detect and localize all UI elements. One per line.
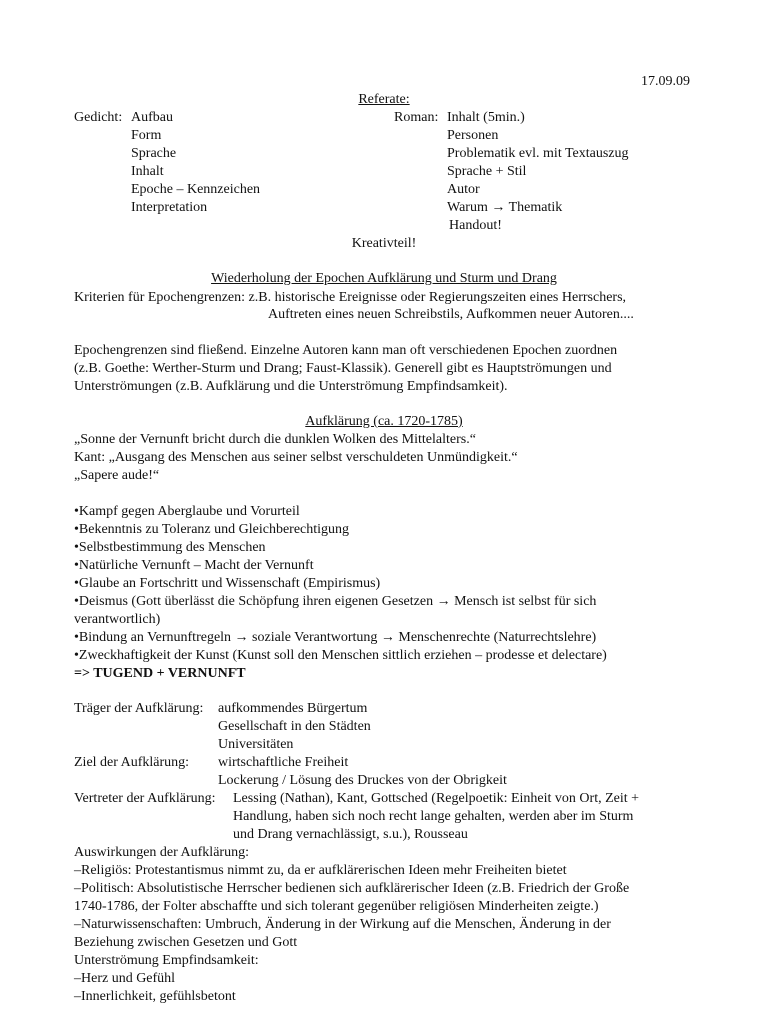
- roman-item: Sprache + Stil: [447, 164, 527, 179]
- roman-item: Personen: [447, 128, 499, 143]
- kreativteil: Kreativteil!: [351, 236, 417, 251]
- auswirkungen-line: –Religiös: Protestantismus nimmt zu, da er aufklärerischen Ideen mehr Freiheiten bietet: [74, 863, 567, 878]
- traeger-item: Universitäten: [218, 737, 294, 752]
- bullet-item: •Selbstbestimmung des Menschen: [74, 540, 266, 555]
- wiederholung-heading: Wiederholung der Epochen Aufklärung und Sturm und Drang: [211, 271, 557, 286]
- vertreter-label: Vertreter der Aufklärung:: [74, 791, 216, 806]
- empfindsamkeit-item: –Innerlichkeit, gefühlsbetont: [74, 989, 236, 1004]
- gedicht-label: Gedicht:: [74, 110, 123, 125]
- gedicht-item: Sprache: [131, 146, 177, 161]
- ziel-label: Ziel der Aufklärung:: [74, 755, 190, 770]
- result-line: => TUGEND + VERNUNFT: [74, 666, 246, 681]
- roman-label: Roman:: [394, 110, 439, 125]
- epochengrenzen-line: Epochengrenzen sind fließend. Einzelne Autoren kann man oft verschiedenen Epochen zuordnen: [74, 343, 618, 358]
- kriterien-line: Kriterien für Epochengrenzen: z.B. historische Ereignisse oder Regierungszeiten eines Herrschers,: [74, 290, 627, 305]
- gedicht-item: Form: [131, 128, 162, 143]
- kriterien-line: Auftreten eines neuen Schreibstils, Aufkommen neuer Autoren....: [268, 307, 634, 322]
- vertreter-line: Lessing (Nathan), Kant, Gottsched (Regelpoetik: Einheit von Ort, Zeit +: [233, 791, 640, 806]
- roman-item: Warum → Thematik: [447, 200, 563, 215]
- quote: „Sonne der Vernunft bricht durch die dunklen Wolken des Mittelalters.“: [74, 432, 476, 447]
- traeger-label: Träger der Aufklärung:: [74, 701, 204, 716]
- roman-item: Autor: [447, 182, 480, 197]
- bullet-item: •Bekenntnis zu Toleranz und Gleichberechtigung: [74, 522, 350, 537]
- auswirkungen-line: –Politisch: Absolutistische Herrscher bedienen sich aufklärerischer Ideen (z.B. Friedrich der Große: [74, 881, 630, 896]
- bullet-item: •Natürliche Vernunft – Macht der Vernunft: [74, 558, 314, 573]
- quote: „Sapere aude!“: [74, 468, 160, 483]
- vertreter-line: und Drang vernachlässigt, s.u.), Rousseau: [233, 827, 468, 842]
- referate-heading: Referate:: [358, 92, 410, 107]
- ziel-item: Lockerung / Lösung des Druckes von der Obrigkeit: [218, 773, 507, 788]
- bullet-item: •Bindung an Vernunftregeln → soziale Verantwortung → Menschenrechte (Naturrechtslehre): [74, 630, 597, 645]
- bullet-item: •Deismus (Gott überlässt die Schöpfung ihren eigenen Gesetzen → Mensch ist selbst für sich: [74, 594, 597, 609]
- bullet-item: •Zweckhaftigkeit der Kunst (Kunst soll den Menschen sittlich erziehen – prodesse et delectare): [74, 648, 607, 663]
- ziel-item: wirtschaftliche Freiheit: [218, 755, 349, 770]
- roman-item: Handout!: [449, 218, 502, 233]
- aufklaerung-heading: Aufklärung (ca. 1720-1785): [305, 414, 463, 429]
- gedicht-item: Aufbau: [131, 110, 173, 125]
- empfindsamkeit-label: Unterströmung Empfindsamkeit:: [74, 953, 259, 968]
- auswirkungen-line: 1740-1786, der Folter abschaffte und sich tolerant gegenüber religiösen Minderheiten zeigte.): [74, 899, 599, 914]
- gedicht-item: Epoche – Kennzeichen: [131, 182, 261, 197]
- traeger-item: Gesellschaft in den Städten: [218, 719, 371, 734]
- bullet-item: verantwortlich): [74, 612, 161, 627]
- roman-item: Inhalt (5min.): [447, 110, 525, 125]
- gedicht-item: Interpretation: [131, 200, 208, 215]
- date: 17.09.09: [641, 74, 690, 89]
- epochengrenzen-line: (z.B. Goethe: Werther-Sturm und Drang; Faust-Klassik). Generell gibt es Hauptströmungen und: [74, 361, 612, 376]
- auswirkungen-label: Auswirkungen der Aufklärung:: [74, 845, 249, 860]
- gedicht-item: Inhalt: [131, 164, 164, 179]
- bullet-item: •Glaube an Fortschritt und Wissenschaft (Empirismus): [74, 576, 381, 591]
- quote: Kant: „Ausgang des Menschen aus seiner selbst verschuldeten Unmündigkeit.“: [74, 450, 518, 465]
- vertreter-line: Handlung, haben sich noch recht lange gehalten, werden aber im Sturm: [233, 809, 634, 824]
- epochengrenzen-line: Unterströmungen (z.B. Aufklärung und die Unterströmung Empfindsamkeit).: [74, 379, 508, 394]
- empfindsamkeit-item: –Herz und Gefühl: [74, 971, 176, 986]
- roman-item: Problematik evl. mit Textauszug: [447, 146, 629, 161]
- auswirkungen-line: Beziehung zwischen Gesetzen und Gott: [74, 935, 298, 950]
- auswirkungen-line: –Naturwissenschaften: Umbruch, Änderung in der Wirkung auf die Menschen, Änderung in der: [74, 917, 611, 932]
- traeger-item: aufkommendes Bürgertum: [218, 701, 368, 716]
- bullet-item: •Kampf gegen Aberglaube und Vorurteil: [74, 504, 300, 519]
